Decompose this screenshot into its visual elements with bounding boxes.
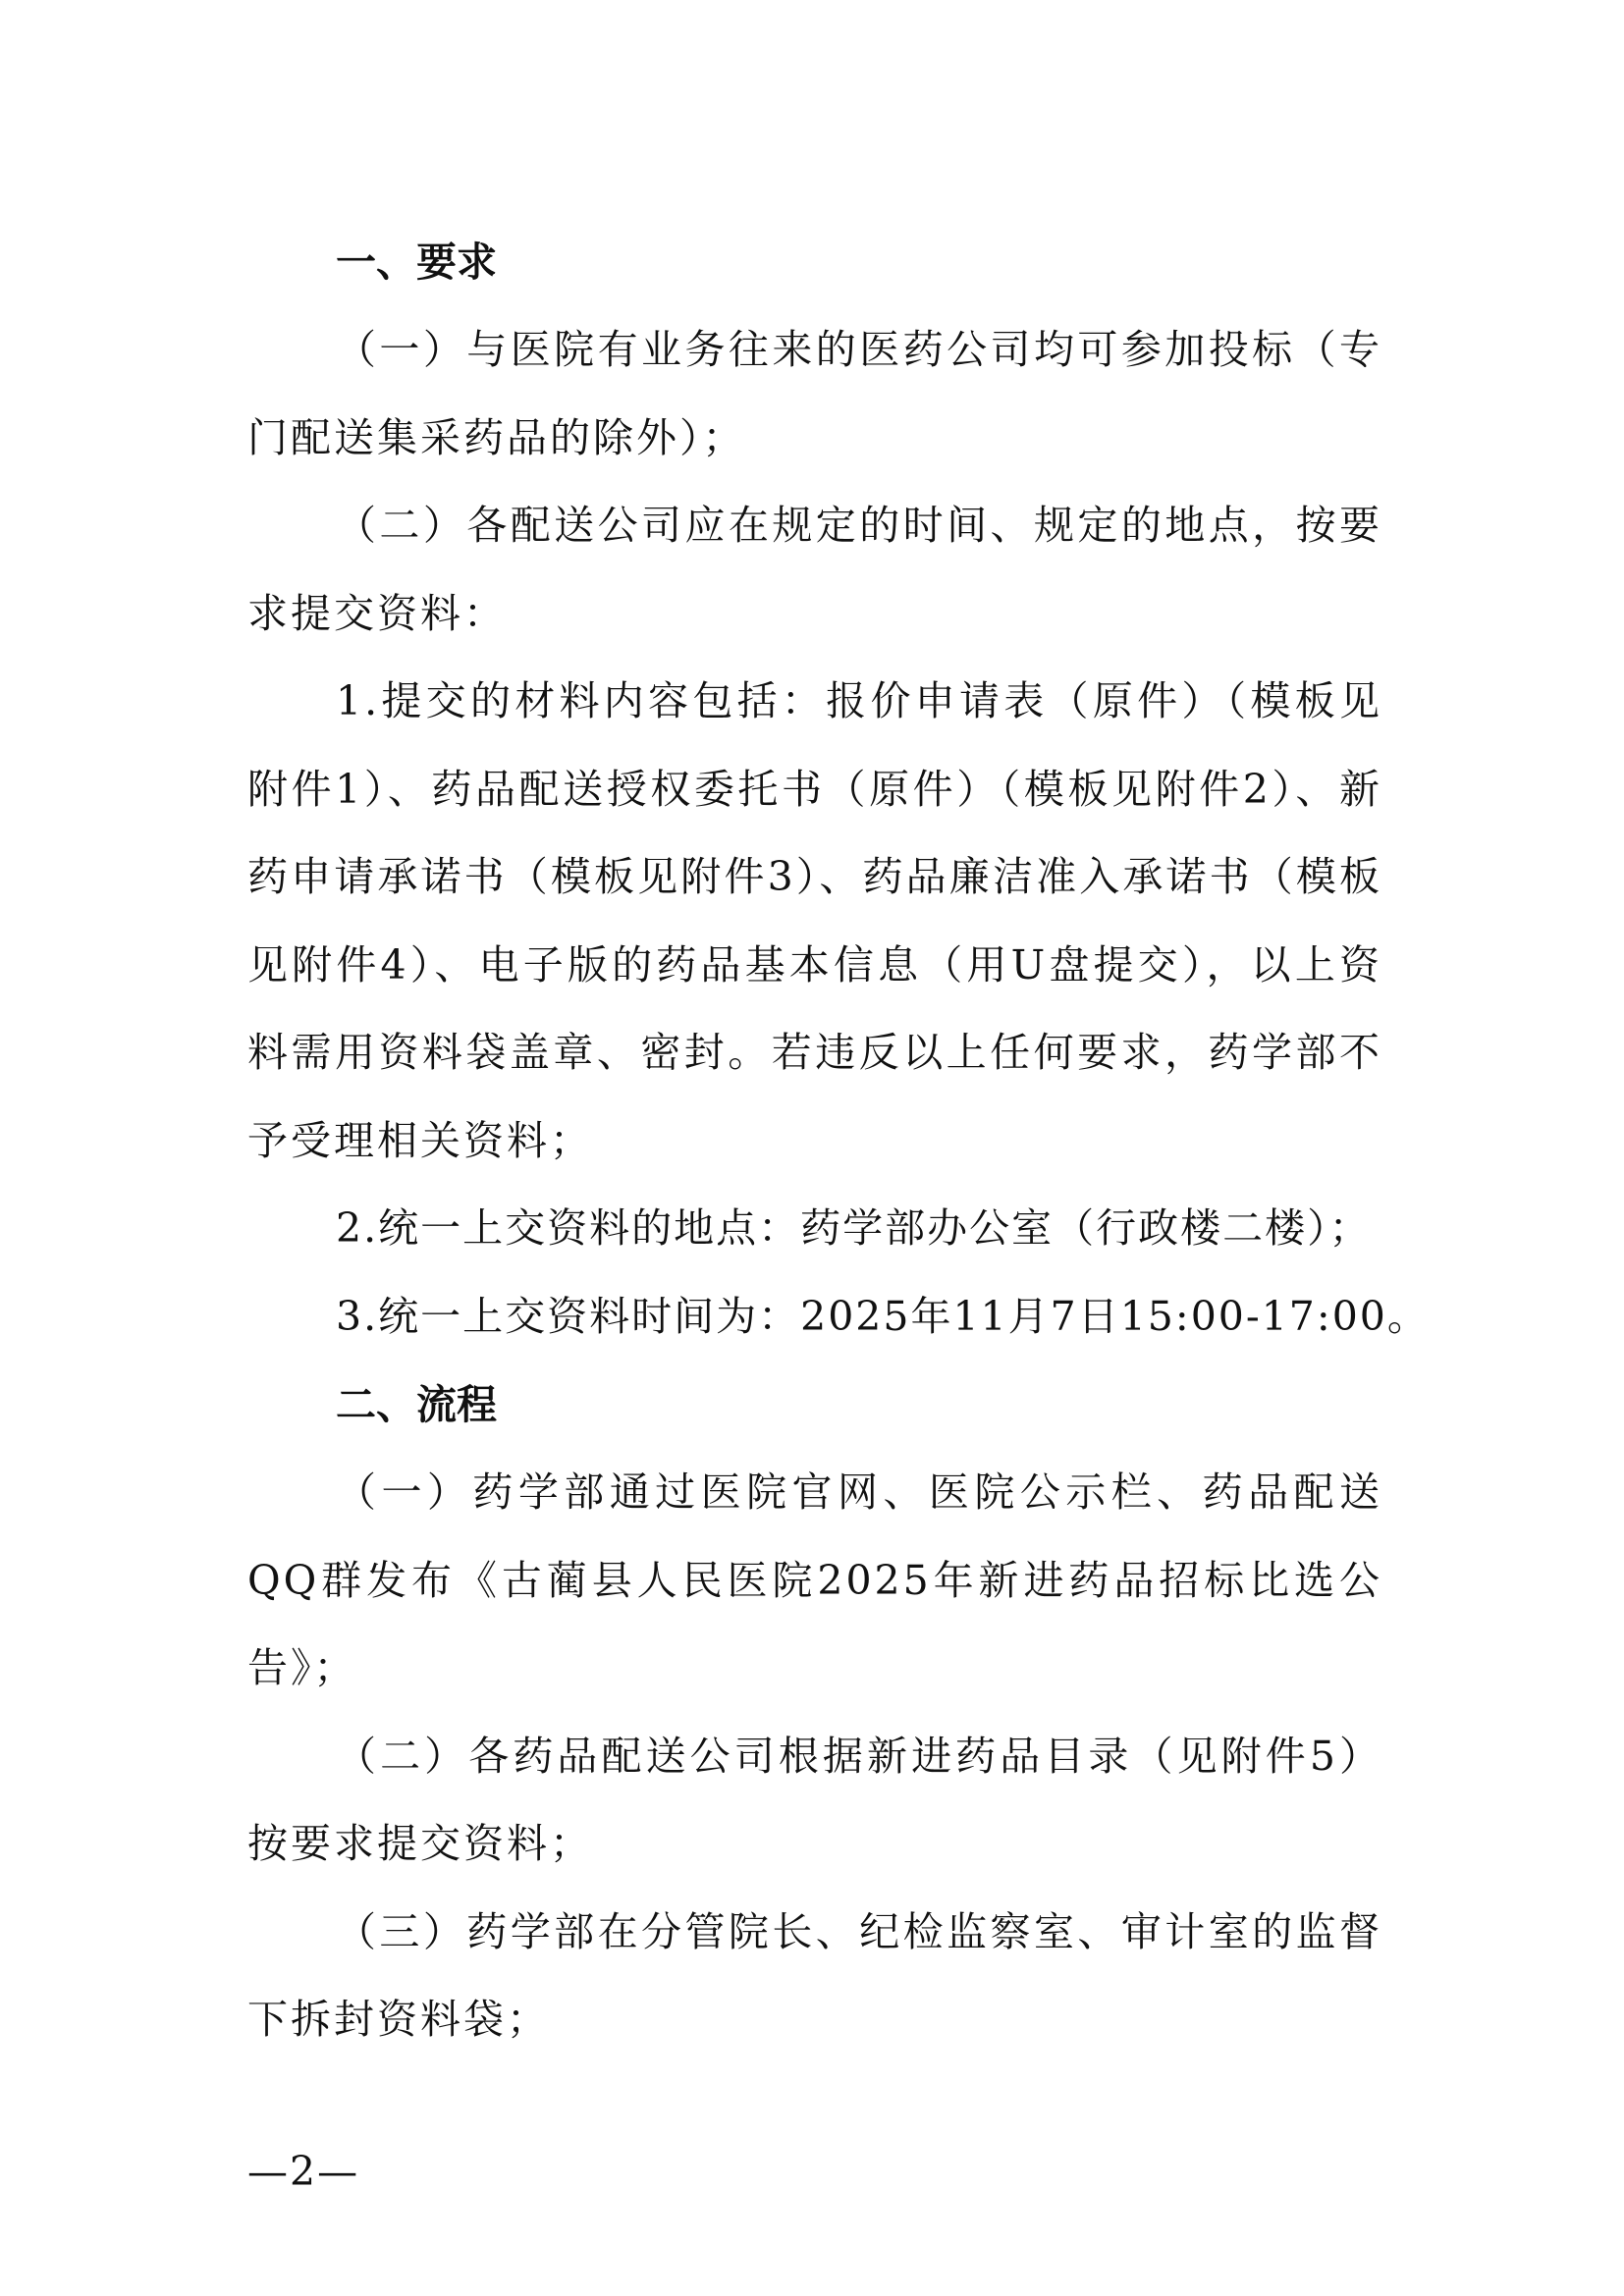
paragraph: 3.统一上交资料时间为：2025年11月7日15:00-17:00。 (336, 1292, 1430, 1340)
paragraph: 2.统一上交资料的地点：药学部办公室（行政楼二楼）； (336, 1204, 1372, 1252)
paragraph: （二）各药品配送公司根据新进药品目录（见附件5）按要求提交资料； (247, 1732, 1382, 1867)
paragraph: （二）各配送公司应在规定的时间、规定的地点，按要求提交资料： (247, 502, 1382, 637)
paragraph: 1.提交的材料内容包括：报价申请表（原件）（模板见附件1）、药品配送授权委托书（原件）（模板见附件2）、新药申请承诺书（模板见附件3）、药品廉洁准入承诺书（模板见附件4）、电子版的药品基本信息（用U盘提交），以上资料需用资料袋盖章、密封。若违反以上任何要求，药学部不予受理相关资料； (247, 677, 1382, 1164)
paragraph: （一）与医院有业务往来的医药公司均可参加投标（专门配送集采药品的除外）； (247, 326, 1382, 461)
document-body (247, 218, 1430, 2064)
page-number: —2— (247, 2148, 360, 2195)
paragraph: （三）药学部在分管院长、纪检监察室、审计室的监督下拆封资料袋； (247, 1907, 1382, 2043)
section-requirements (247, 218, 1430, 1361)
section-heading: 二、流程 (336, 1381, 497, 1428)
paragraph: （一）药学部通过医院官网、医院公示栏、药品配送QQ群发布《古蔺县人民医院2025年新进药品招标比选公告》； (247, 1468, 1382, 1691)
section-process (247, 1361, 1382, 2064)
section-heading: 一、要求 (336, 239, 497, 286)
